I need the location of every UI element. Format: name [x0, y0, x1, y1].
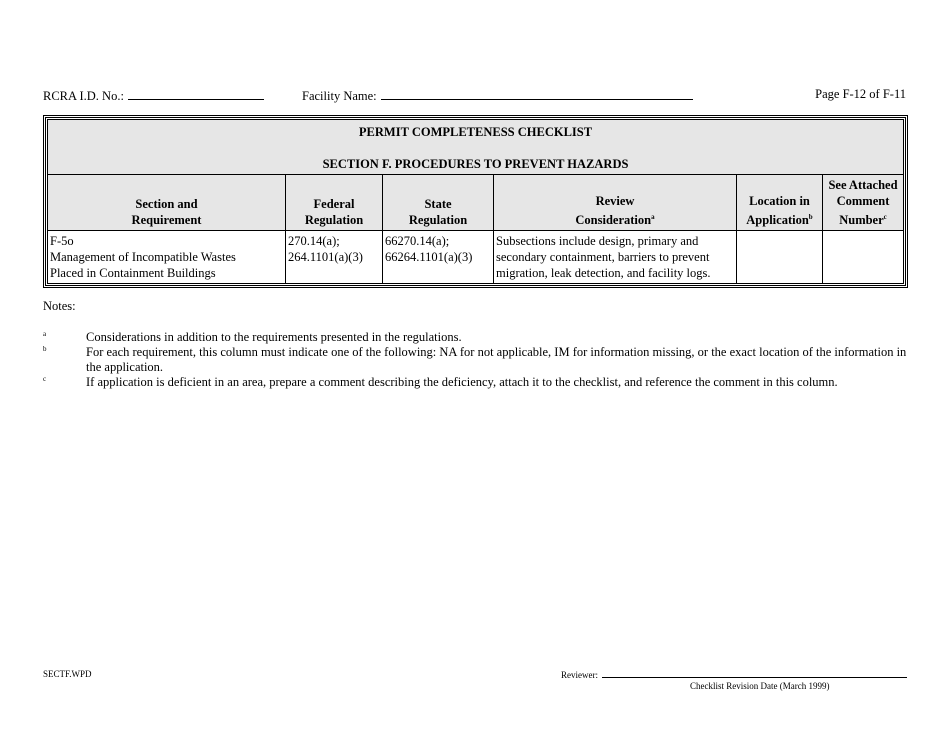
table-row: [48, 231, 904, 284]
footer-filename: SECTF.WPD: [43, 669, 92, 679]
col-header-location: [737, 175, 823, 231]
facility-name-field: [302, 87, 693, 104]
footnote-marker: a: [651, 213, 655, 221]
col-header-state: [383, 175, 494, 231]
cell-review: [494, 231, 737, 284]
col-header-section: [48, 175, 286, 231]
col-header-line: State: [424, 197, 452, 212]
footnote: [43, 330, 908, 345]
cell-line: secondary containment, barriers to prevent: [496, 250, 710, 265]
footnote-text: If application is deficient in an area, prepare a comment describing the deficiency, attach it to the checklist, and reference the comment in this column.: [86, 375, 838, 389]
cell-line: Subsections include design, primary and: [496, 234, 699, 249]
footnote-marker: a: [43, 330, 47, 338]
footnote-text: For each requirement, this column must indicate one of the following: NA for not applicable, IM for information missing, or the exact location of the information in the application.: [86, 345, 907, 374]
revision-date: Checklist Revision Date (March 1999): [690, 681, 830, 691]
footnote-marker: b: [43, 345, 47, 353]
cell-location[interactable]: [737, 231, 823, 284]
checklist-table-frame: [43, 115, 908, 288]
cell-section: [48, 231, 286, 284]
col-header-line: Requirement: [131, 213, 202, 228]
col-header-line: Review: [595, 194, 635, 208]
cell-line: Management of Incompatible Wastes: [50, 250, 236, 265]
col-header-review: [494, 175, 737, 231]
checklist-table: [47, 119, 904, 284]
col-header-line: Regulation: [408, 213, 468, 228]
col-header-line: Comment: [836, 194, 890, 208]
footnote-marker: c: [883, 213, 887, 221]
cell-line: 264.1101(a)(3): [288, 250, 363, 265]
col-header-line: Consideration: [575, 213, 652, 228]
checklist-title: PERMIT COMPLETENESS CHECKLIST: [358, 125, 593, 139]
page-number: Page F-12 of F-11: [815, 87, 906, 101]
notes-label: Notes:: [43, 299, 76, 313]
reviewer-blank: [602, 669, 907, 678]
table-title-row: [48, 120, 904, 175]
section-title: SECTION F. PROCEDURES TO PREVENT HAZARDS: [322, 157, 629, 171]
cell-line: 270.14(a);: [288, 234, 340, 249]
cell-line: 66264.1101(a)(3): [385, 250, 473, 265]
col-header-comment: [823, 175, 904, 231]
col-header-federal: [286, 175, 383, 231]
rcra-id-field: [43, 87, 264, 104]
rcra-id-blank: [128, 87, 264, 100]
footnote: [43, 375, 908, 390]
facility-name-label: Facility Name:: [302, 89, 377, 103]
reviewer-label: Reviewer:: [561, 670, 598, 680]
col-header-line: Regulation: [304, 213, 364, 228]
footnote-text: Considerations in addition to the requirements presented in the regulations.: [86, 330, 462, 344]
facility-name-blank: [381, 87, 693, 100]
col-header-line: Application: [746, 213, 809, 228]
cell-state: [383, 231, 494, 284]
table-title-cell: [48, 120, 904, 175]
rcra-id-label: RCRA I.D. No.:: [43, 89, 124, 103]
column-header-row: [48, 175, 904, 231]
cell-comment[interactable]: [823, 231, 904, 284]
cell-federal: [286, 231, 383, 284]
col-header-line: Number: [839, 213, 884, 228]
cell-line: Placed in Containment Buildings: [50, 266, 216, 281]
footnote-marker: c: [43, 375, 47, 383]
col-header-line: Federal: [313, 197, 355, 212]
col-header-line: See Attached: [828, 178, 898, 192]
cell-line: 66270.14(a);: [385, 234, 450, 249]
col-header-line: Location in: [749, 194, 810, 208]
cell-line: F-5o: [50, 234, 74, 249]
footnote: [43, 345, 908, 375]
col-header-line: Section and: [135, 197, 198, 212]
cell-line: migration, leak detection, and facility logs.: [496, 266, 711, 281]
footnote-marker: b: [808, 213, 813, 221]
reviewer-field: [561, 669, 907, 680]
